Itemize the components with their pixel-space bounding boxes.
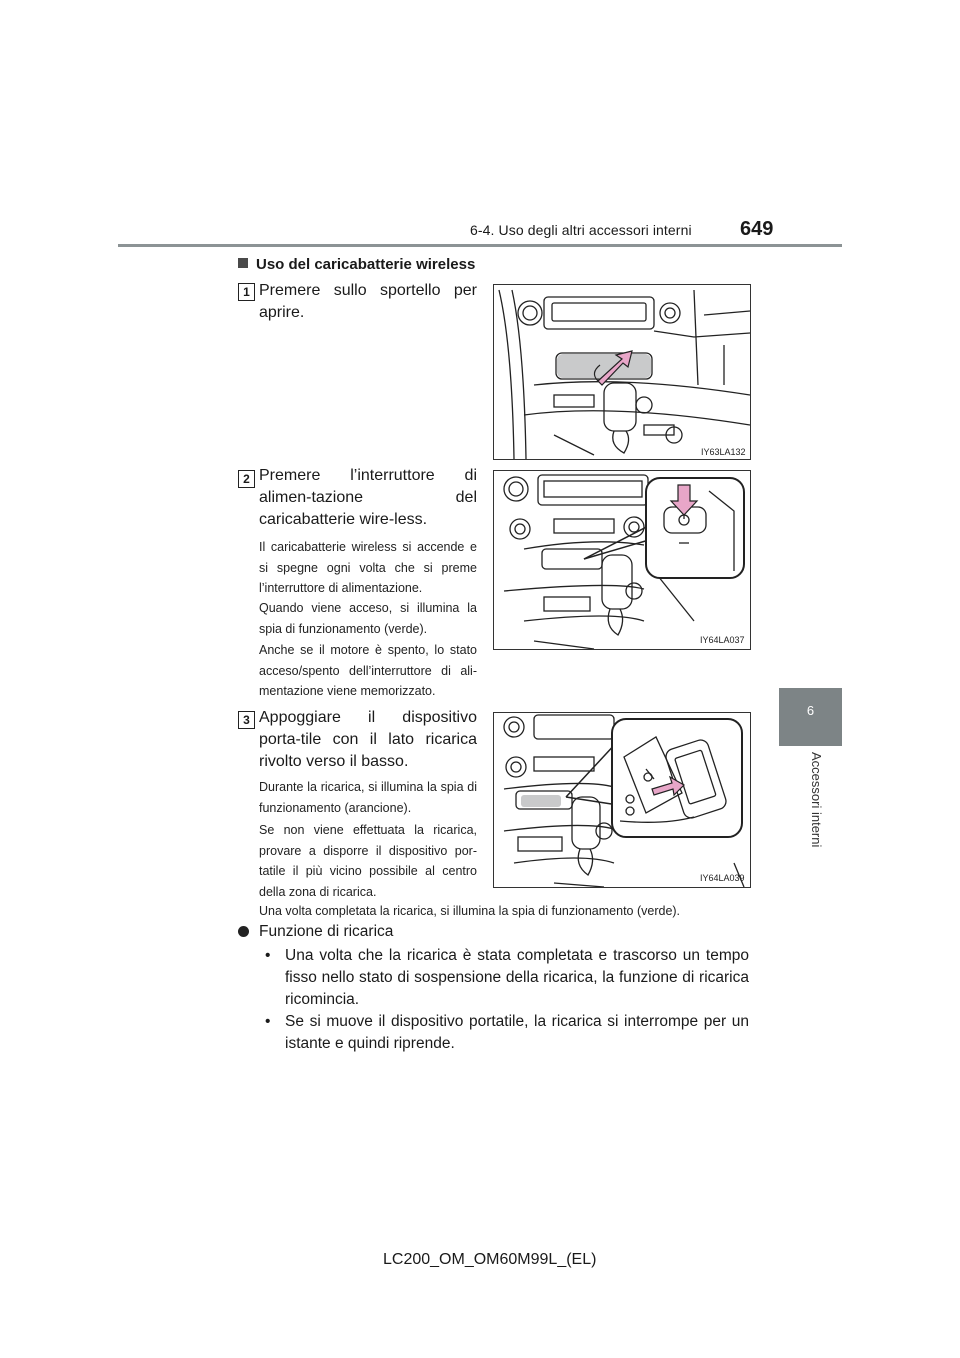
footer-doc-code: LC200_OM_OM60M99L_(EL)	[383, 1251, 597, 1268]
figure-step-3	[493, 712, 751, 888]
step-2-text: Premere l’interruttore di alimen-tazione del caricabatterie wire-less.	[259, 467, 477, 528]
step-3-text: Appoggiare il dispositivo porta-tile con il lato ricarica rivolto verso il basso.	[259, 709, 477, 770]
header-rule	[118, 244, 842, 247]
step-2-note-3: Anche se il motore è spento, lo stato acceso/spento dell’interruttore di ali-mentazione viene memorizzato.	[259, 643, 477, 698]
section-heading-text: Uso del caricabatterie wireless	[256, 256, 476, 273]
chapter-tab-number: 6	[806, 703, 815, 718]
sub-bullet-item	[259, 945, 749, 1011]
step-1-badge: 1	[238, 283, 255, 301]
sub-bullet-text-2: Se si muove il dispositivo portatile, la ricarica si interrompe per un istante e quindi riprende.	[285, 1013, 749, 1052]
sub-bullet-text-1: Una volta che la ricarica è stata completata e trascorso un tempo fisso nello stato di sospensione della ricarica, la funzione di ricarica ricomincia.	[285, 947, 749, 1008]
bullet-dot-icon	[238, 926, 249, 937]
sub-bullet-item	[259, 1011, 749, 1055]
step-1-text: Premere sullo sportello per aprire.	[259, 282, 477, 321]
chapter-tab-label: Accessori interni	[809, 752, 824, 848]
completion-note: Una volta completata la ricarica, si illumina la spia di funzionamento (verde).	[259, 904, 681, 918]
sub-bullet-marker: •	[265, 1013, 271, 1030]
step-2-badge: 2	[238, 470, 255, 488]
sub-bullet-list	[259, 945, 749, 1055]
sub-bullet-marker: •	[265, 947, 271, 964]
bullet-heading	[238, 923, 393, 941]
header-section-title: 6-4. Uso degli altri accessori interni	[470, 222, 692, 238]
step-3-note-1: Durante la ricarica, si illumina la spia di funzionamento (arancione).	[259, 780, 477, 815]
section-heading	[238, 256, 475, 273]
square-bullet-icon	[238, 258, 248, 268]
bullet-heading-text: Funzione di ricarica	[259, 923, 394, 940]
step-3-badge: 3	[238, 711, 255, 729]
figure-step-3-code: IY64LA039	[700, 873, 745, 883]
figure-step-1	[493, 284, 751, 460]
figure-step-2-code: IY64LA037	[700, 635, 745, 645]
figure-step-1-code: IY63LA132	[701, 447, 746, 457]
page-number: 649	[740, 218, 774, 240]
step-2-note-1: Il caricabatterie wireless si accende e si spegne ogni volta che si preme l’interruttore di alimentazione.	[259, 540, 477, 595]
figure-step-2	[493, 470, 751, 650]
step-3-note-2: Se non viene effettuata la ricarica, provare a disporre il dispositivo por-tatile il più vicino possibile al centro della zona di ricarica.	[259, 823, 477, 899]
step-2-note-2: Quando viene acceso, si illumina la spia di funzionamento (verde).	[259, 601, 477, 636]
